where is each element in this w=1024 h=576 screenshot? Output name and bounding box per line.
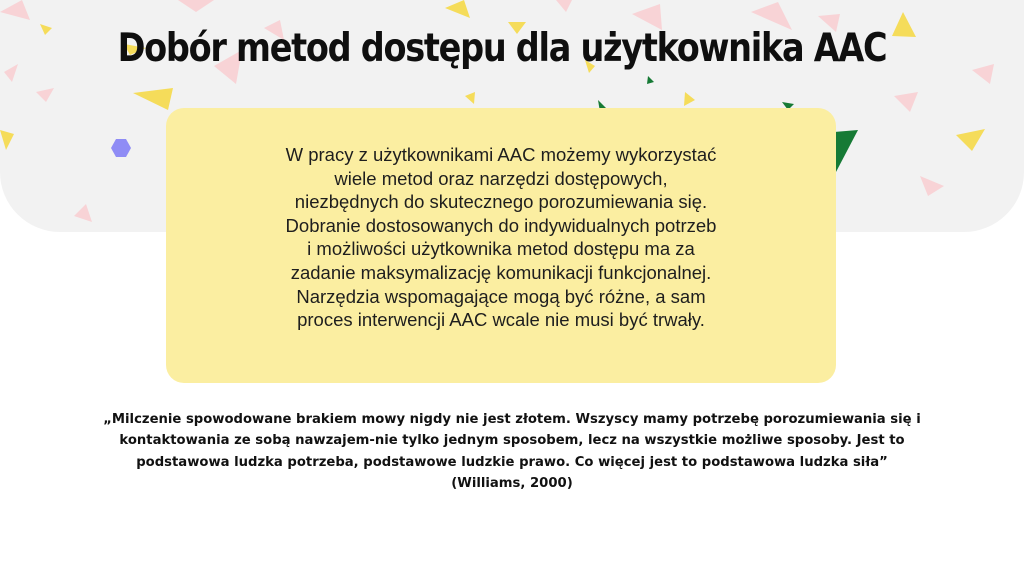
card-line: niezbędnych do skutecznego porozumiewania się.: [294, 191, 708, 213]
quote-citation: (Williams, 2000): [451, 475, 573, 491]
card-line: i możliwości użytkownika metod dostępu ma za: [307, 238, 695, 260]
slide-title: Dobór metod dostępu dla użytkownika AAC: [117, 26, 887, 71]
card-text: [166, 143, 836, 332]
quote-block: [92, 409, 932, 494]
card-line: Narzędzia wspomagające mogą być różne, a sam: [296, 285, 706, 307]
card-line: wiele metod oraz narzędzi dostępowych,: [334, 167, 668, 189]
card-line: proces interwencji AAC wcale nie musi być trwały.: [297, 309, 705, 331]
quote-line: podstawowa ludzka potrzeba, podstawowe ludzkie prawo. Co więcej jest to podstawowa ludzka siła”: [136, 454, 888, 470]
card-line: zadanie maksymalizację komunikacji funkcjonalnej.: [290, 261, 712, 283]
card-line: W pracy z użytkownikami AAC możemy wykorzystać: [285, 144, 717, 165]
quote-line: kontaktowania ze sobą nawzajem-nie tylko jednym sposobem, lecz na wszystkie możliwe sposoby. Jest to: [119, 433, 905, 449]
content-card: [166, 108, 836, 383]
quote-line: „Milczenie spowodowane brakiem mowy nigdy nie jest złotem. Wszyscy mamy potrzebę porozumiewania się i: [103, 412, 921, 427]
card-line: Dobranie dostosowanych do indywidualnych potrzeb: [285, 214, 717, 236]
